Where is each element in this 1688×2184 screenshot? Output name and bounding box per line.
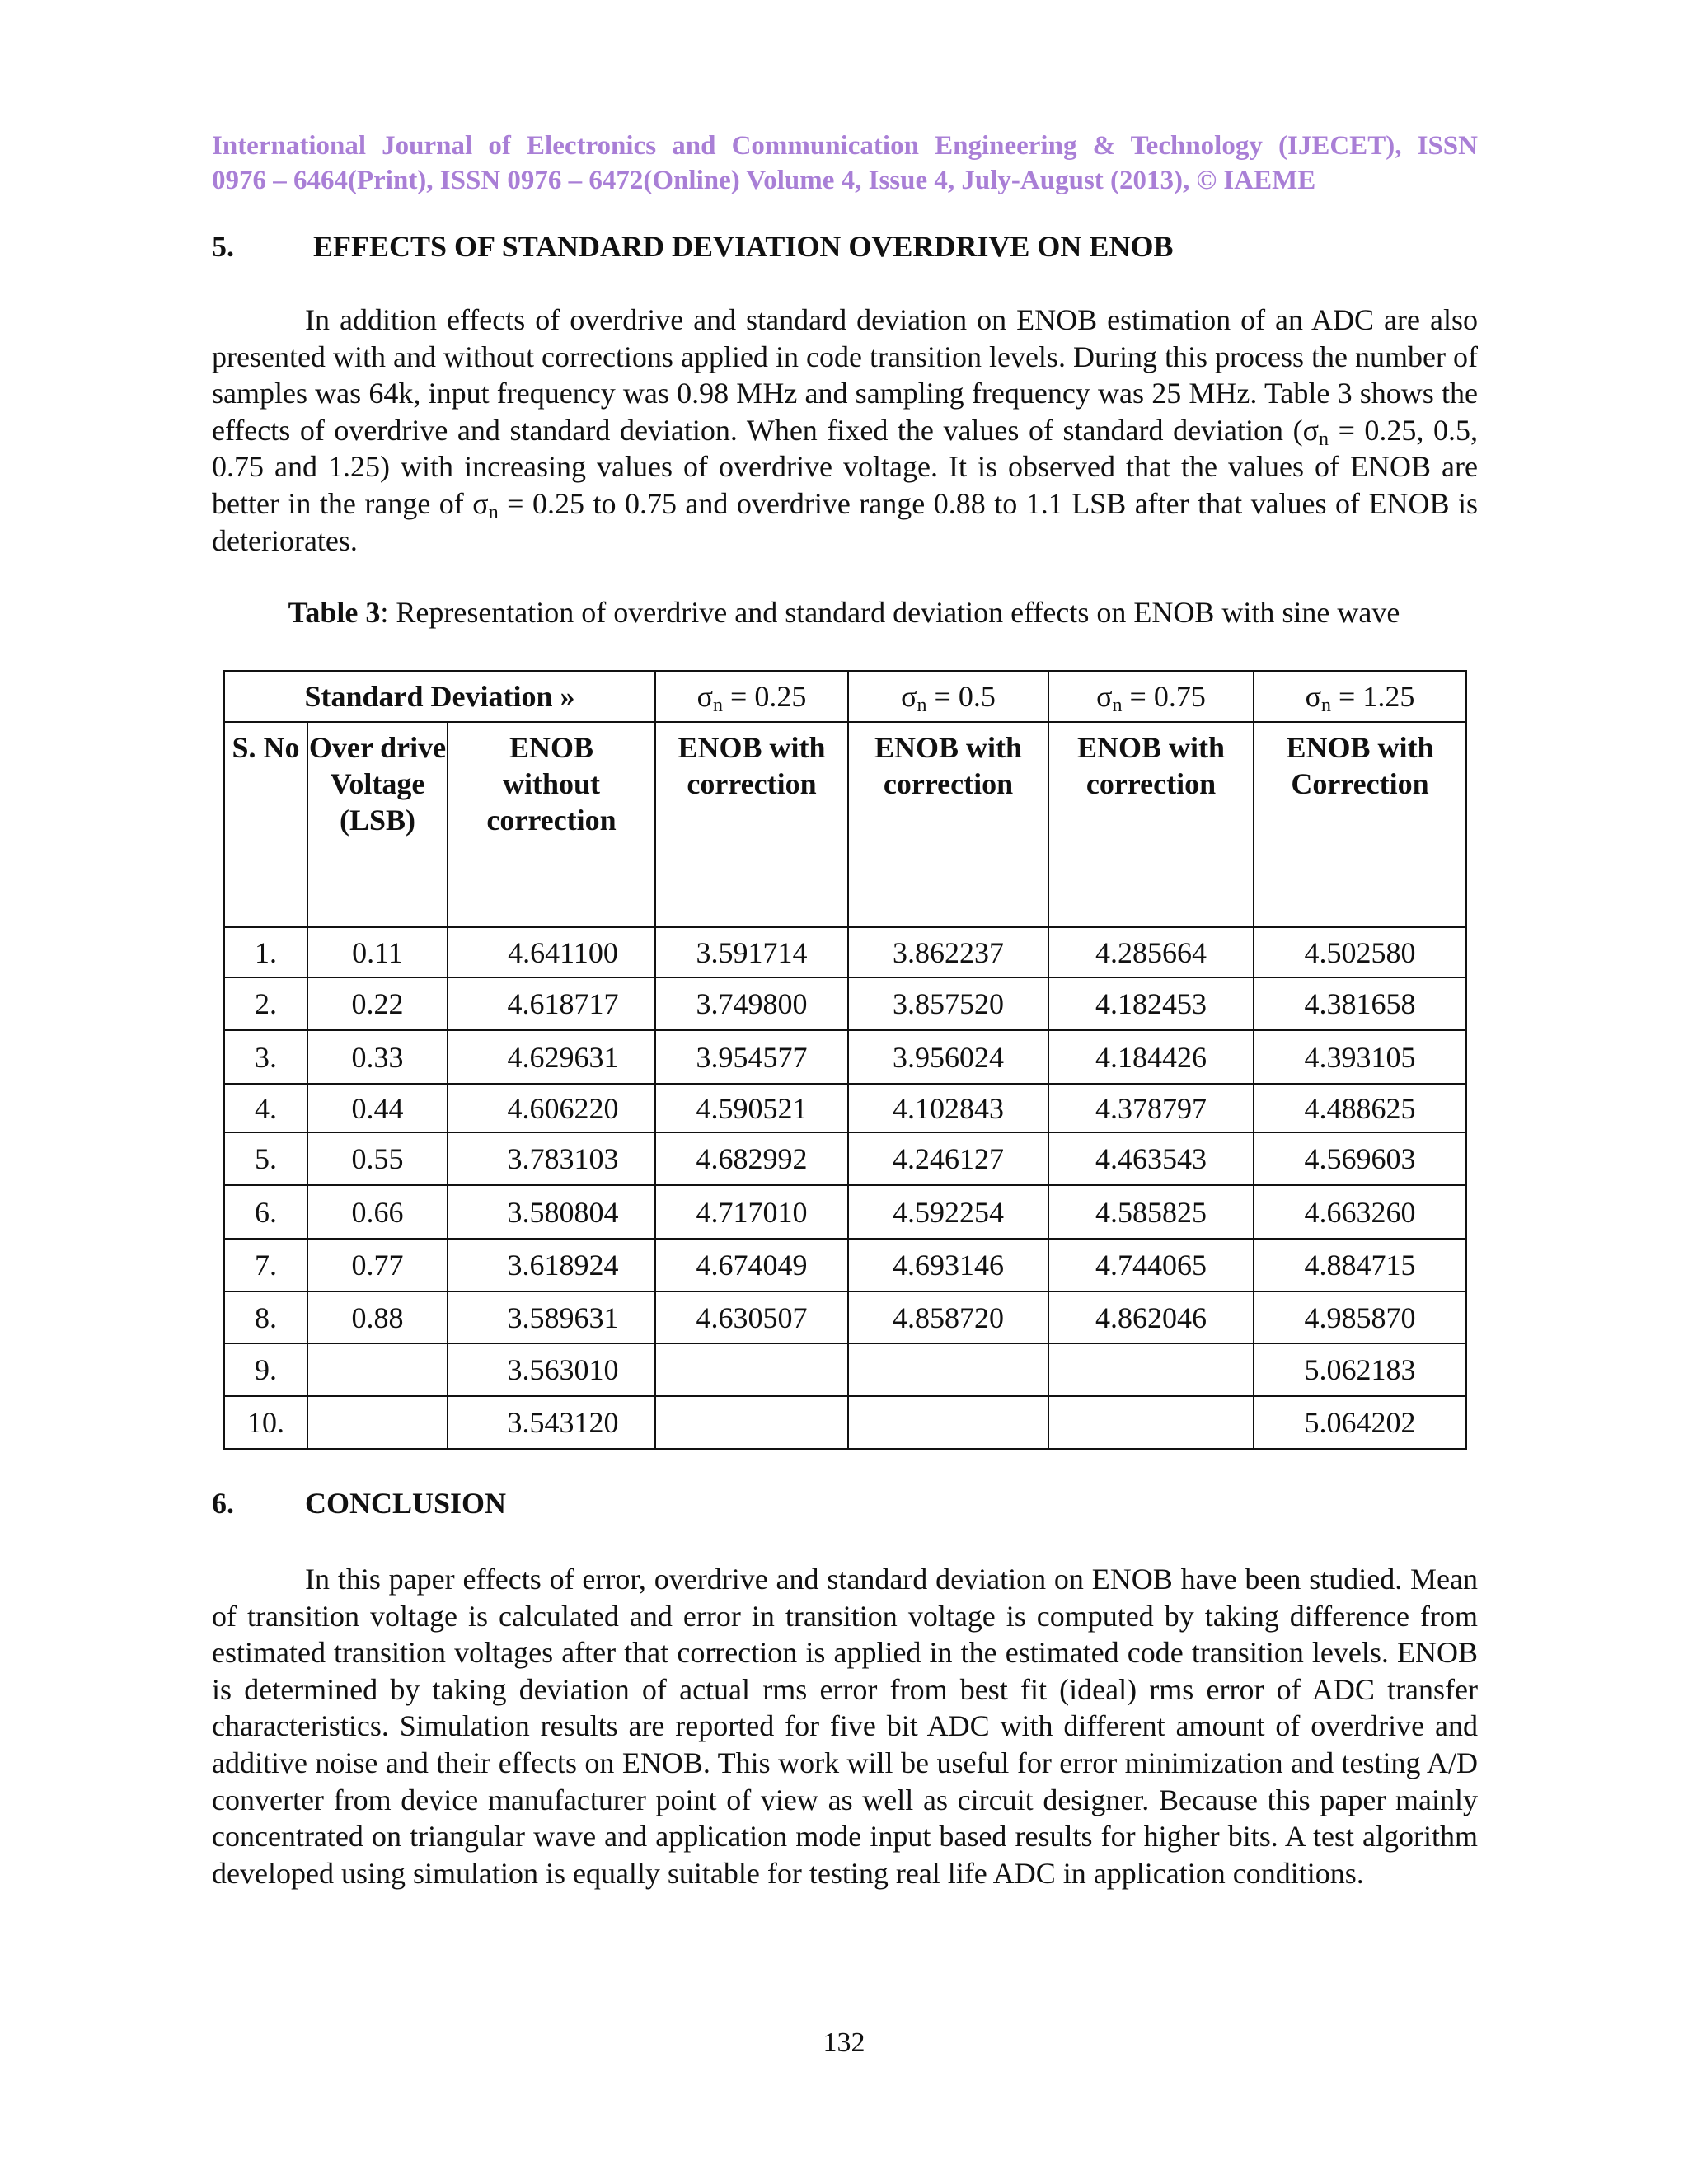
table-cell: 4.618717: [448, 977, 655, 1030]
subscript: n: [488, 501, 499, 523]
table-cell: 4.693146: [848, 1239, 1048, 1291]
paragraph-text: = 0.25 to 0.75 and overdrive range 0.88 to 1.1 LSB after that values of ENOB is deteriorates.: [212, 486, 1478, 557]
table-cell: [655, 1396, 848, 1449]
section6-paragraph: [212, 1561, 1478, 1891]
table-row: [224, 927, 1466, 977]
table-cell: 4.629631: [448, 1030, 655, 1084]
section5-heading: [212, 229, 1173, 264]
table-cell: 9.: [224, 1343, 307, 1396]
column-header: Over drive Voltage (LSB): [307, 722, 448, 927]
section6-heading: [212, 1486, 506, 1521]
table-cell: 4.182453: [1048, 977, 1254, 1030]
caption-label: Table 3: [288, 596, 381, 629]
column-header: ENOB without correction: [448, 722, 655, 927]
table-cell: 8.: [224, 1291, 307, 1343]
journal-header-line2: 0976 – 6464(Print), ISSN 0976 – 6472(Online) Volume 4, Issue 4, July-August (2013), © IAEME: [212, 166, 1316, 195]
column-header: ENOB with correction: [1048, 722, 1254, 927]
section5-number: 5.: [212, 230, 234, 263]
table-cell: 6.: [224, 1185, 307, 1239]
table-cell: 4.590521: [655, 1084, 848, 1132]
sd-value: $\sigma_n = 1.25$: [1254, 671, 1466, 722]
table-cell: 4.102843: [848, 1084, 1048, 1132]
table-cell: 4.569603: [1254, 1132, 1466, 1185]
table-cell: 1.: [224, 927, 307, 977]
table-row: [224, 977, 1466, 1030]
column-header: S. No: [224, 722, 307, 927]
table-cell: 4.488625: [1254, 1084, 1466, 1132]
table-cell: 4.592254: [848, 1185, 1048, 1239]
column-header: ENOB with correction: [655, 722, 848, 927]
table-cell: 4.184426: [1048, 1030, 1254, 1084]
caption-text: : Representation of overdrive and standard deviation effects on ENOB with sine wave: [380, 596, 1400, 629]
paragraph-text: In this paper effects of error, overdrive and standard deviation on ENOB have been studied. Mean of transition voltage is calculated and error in transition voltage is computed by taking difference from estimated transition voltages after that correction is applied in the estimated code transition levels. ENOB is determined by taking deviation of actual rms error from best fit (ideal) rms error of ADC transfer characteristics. Simulation results are reported for five bit ADC with different amount of overdrive and additive noise and their effects on ENOB. This work will be useful for error minimization and testing A/D converter from device manufacturer point of view as well as circuit designer. Because this paper mainly concentrated on triangular wave and application mode input based results for higher bits. A test algorithm developed using simulation is equally suitable for testing real life ADC in application conditions.: [212, 1563, 1478, 1890]
table-cell: 0.55: [307, 1132, 448, 1185]
table-cell: 3.954577: [655, 1030, 848, 1084]
table-cell: 0.22: [307, 977, 448, 1030]
page-number: 132: [823, 2027, 865, 2058]
section5-paragraph: [212, 302, 1478, 559]
column-header: ENOB with correction: [848, 722, 1048, 927]
table-cell: [655, 1343, 848, 1396]
table-cell: 3.591714: [655, 927, 848, 977]
table-caption: [0, 595, 1688, 630]
table-cell: 4.862046: [1048, 1291, 1254, 1343]
table-cell: 3.783103: [448, 1132, 655, 1185]
paragraph-text: = 0.25, 0.5, 0.75 and 1.25) with increasing values of overdrive voltage. It is observed that the values of ENOB are better in the range of σ: [212, 413, 1479, 520]
column-header-row: [224, 722, 1466, 927]
table-cell: 5.062183: [1254, 1343, 1466, 1396]
table-cell: 0.88: [307, 1291, 448, 1343]
table-cell: 0.77: [307, 1239, 448, 1291]
table-cell: 3.857520: [848, 977, 1048, 1030]
table-cell: [848, 1343, 1048, 1396]
table-cell: 4.: [224, 1084, 307, 1132]
table-cell: 3.956024: [848, 1030, 1048, 1084]
column-header: ENOB with Correction: [1254, 722, 1466, 927]
table-cell: 3.618924: [448, 1239, 655, 1291]
table-cell: 3.589631: [448, 1291, 655, 1343]
table-cell: 2.: [224, 977, 307, 1030]
table-cell: [1048, 1396, 1254, 1449]
table-cell: 3.580804: [448, 1185, 655, 1239]
table-cell: [307, 1396, 448, 1449]
table-cell: 3.563010: [448, 1343, 655, 1396]
table-row: [224, 1132, 1466, 1185]
enob-table: [223, 670, 1467, 1450]
sd-value: $\sigma_n = 0.5$: [848, 671, 1048, 722]
table-cell: 0.11: [307, 927, 448, 977]
table-cell: 10.: [224, 1396, 307, 1449]
table-cell: 3.862237: [848, 927, 1048, 977]
sd-header-row: [224, 671, 1466, 722]
sd-value: $\sigma_n = 0.75$: [1048, 671, 1254, 722]
table-cell: 5.064202: [1254, 1396, 1466, 1449]
table-cell: 4.663260: [1254, 1185, 1466, 1239]
table-cell: 4.393105: [1254, 1030, 1466, 1084]
table-row: [224, 1343, 1466, 1396]
table-cell: [1048, 1343, 1254, 1396]
table-cell: 4.378797: [1048, 1084, 1254, 1132]
table-cell: 4.641100: [448, 927, 655, 977]
table-cell: [848, 1396, 1048, 1449]
table-cell: 0.33: [307, 1030, 448, 1084]
table-cell: 4.985870: [1254, 1291, 1466, 1343]
paragraph-text: In addition effects of overdrive and standard deviation on ENOB estimation of an ADC are also presented with and without corrections applied in code transition levels. During this process the number of samples was 64k, input frequency was 0.98 MHz and sampling frequency was 25 MHz. Table 3 shows the effects of overdrive and standard deviation. When fixed the values of standard deviation (σ: [212, 303, 1478, 447]
section5-title: EFFECTS OF STANDARD DEVIATION OVERDRIVE ON ENOB: [313, 230, 1174, 263]
table-cell: 4.585825: [1048, 1185, 1254, 1239]
sd-value: $\sigma_n = 0.25$: [655, 671, 848, 722]
subscript: n: [1319, 428, 1329, 450]
table-row: [224, 1185, 1466, 1239]
table-cell: 4.381658: [1254, 977, 1466, 1030]
journal-header-line1: International Journal of Electronics and Communication Engineering & Technology (IJECET), ISSN: [212, 131, 1478, 161]
table-cell: 0.44: [307, 1084, 448, 1132]
table-cell: 4.630507: [655, 1291, 848, 1343]
table-cell: 4.858720: [848, 1291, 1048, 1343]
table-cell: 4.285664: [1048, 927, 1254, 977]
sd-label: Standard Deviation »: [224, 671, 655, 722]
table-cell: [307, 1343, 448, 1396]
table-cell: 3.: [224, 1030, 307, 1084]
table-cell: 4.606220: [448, 1084, 655, 1132]
table-cell: 4.463543: [1048, 1132, 1254, 1185]
table-cell: 4.246127: [848, 1132, 1048, 1185]
table-row: [224, 1291, 1466, 1343]
table-cell: 7.: [224, 1239, 307, 1291]
table-cell: 3.543120: [448, 1396, 655, 1449]
table-cell: 4.884715: [1254, 1239, 1466, 1291]
table-cell: 4.502580: [1254, 927, 1466, 977]
table-row: [224, 1030, 1466, 1084]
table-cell: 4.744065: [1048, 1239, 1254, 1291]
section6-title: CONCLUSION: [305, 1487, 507, 1520]
table-row: [224, 1084, 1466, 1132]
table-cell: 4.674049: [655, 1239, 848, 1291]
table-cell: 4.682992: [655, 1132, 848, 1185]
table-cell: 5.: [224, 1132, 307, 1185]
section6-number: 6.: [212, 1487, 234, 1520]
journal-header: [212, 129, 1478, 198]
table-row: [224, 1396, 1466, 1449]
table-cell: 0.66: [307, 1185, 448, 1239]
table-row: [224, 1239, 1466, 1291]
table-cell: 4.717010: [655, 1185, 848, 1239]
table-cell: 3.749800: [655, 977, 848, 1030]
